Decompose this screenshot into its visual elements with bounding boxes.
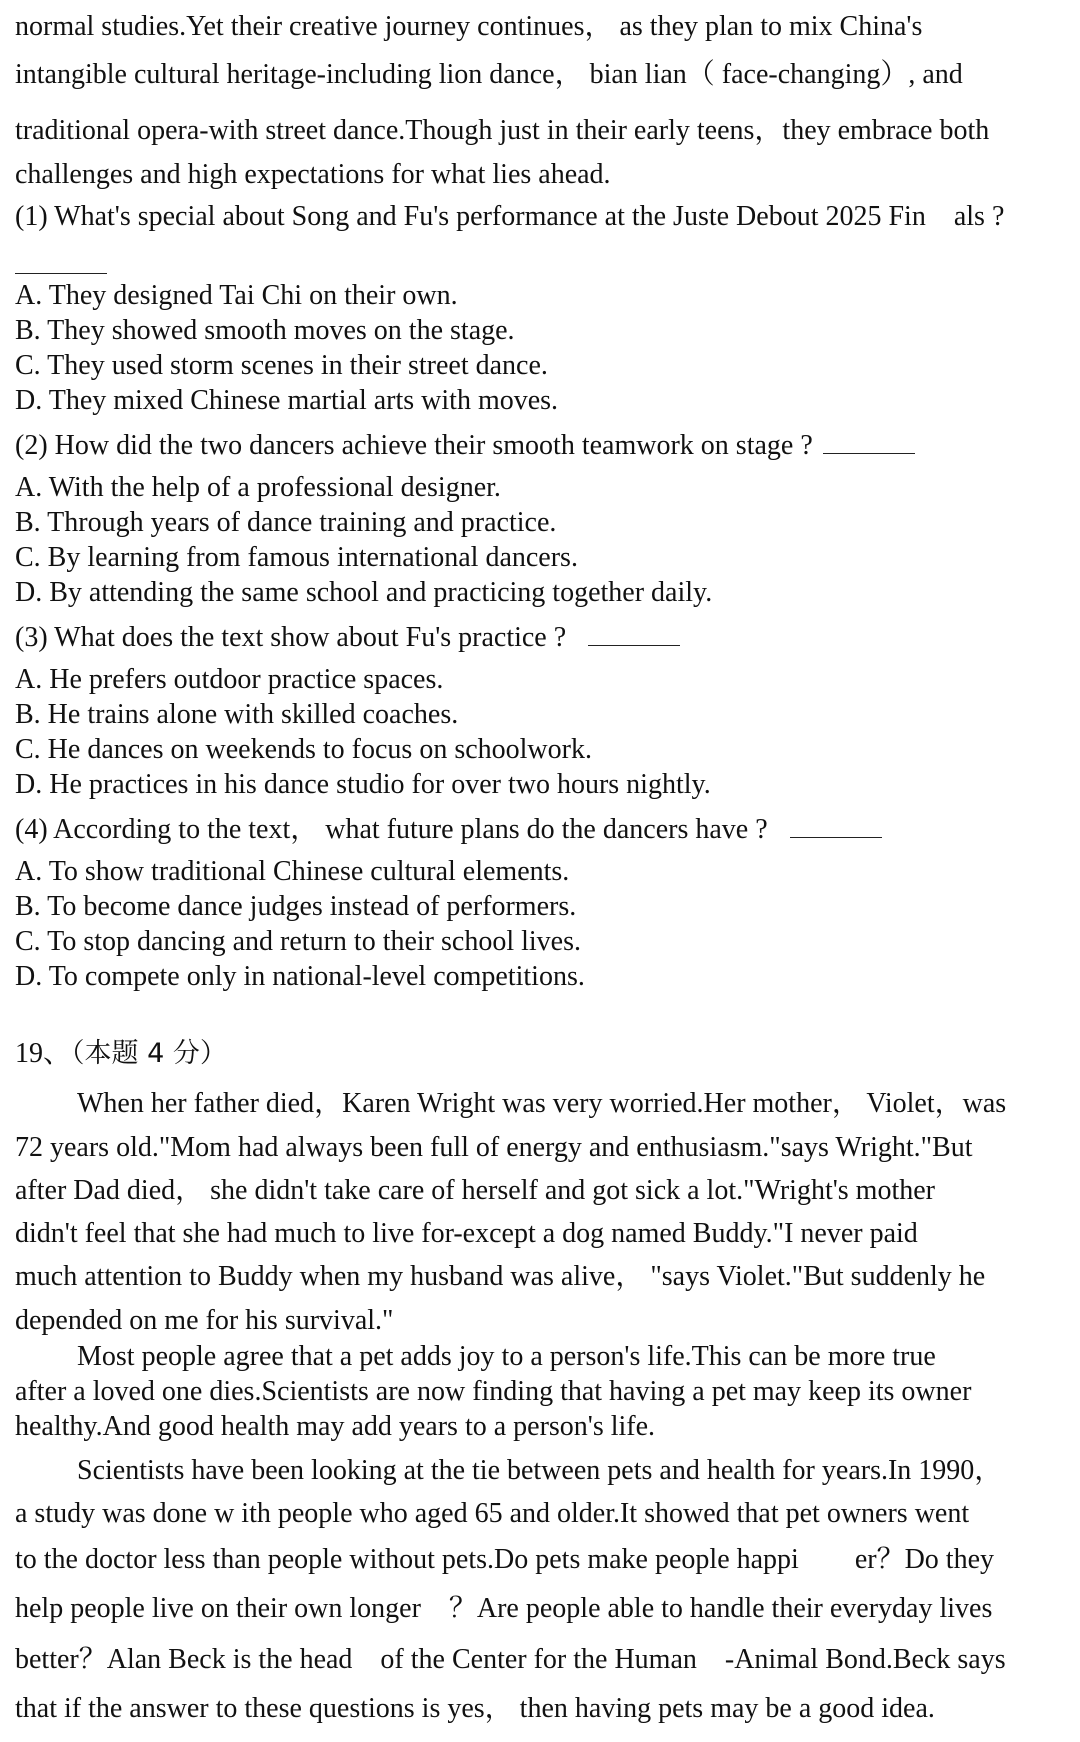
- option-a: A. They designed Tai Chi on their own.: [15, 280, 458, 311]
- text-line: a study was done w ith people who aged 65 and older.It showed that pet owners went: [15, 1498, 970, 1529]
- option-d: D. To compete only in national-level competitions.: [15, 961, 585, 992]
- text-line: 72 years old."Mom had always been full of energy and enthusiasm."says Wright."But: [15, 1132, 973, 1163]
- text-line: challenges and high expectations for what lies ahead.: [15, 159, 611, 190]
- answer-blank[interactable]: [588, 619, 680, 646]
- answer-blank[interactable]: [790, 811, 882, 838]
- text-line: Scientists have been looking at the tie between pets and health for years.In 1990，: [77, 1455, 1003, 1486]
- option-d: D. He practices in his dance studio for over two hours nightly.: [15, 769, 711, 800]
- option-b: B. They showed smooth moves on the stage.: [15, 315, 515, 346]
- text-line: traditional opera-with street dance.Though just in their early teens，they embrace both: [15, 115, 990, 146]
- text-line: that if the answer to these questions is yes， then having pets may be a good idea.: [15, 1693, 935, 1724]
- text-line: When her father died，Karen Wright was very worried.Her mother， Violet，was: [77, 1088, 1007, 1119]
- text-line: after a loved one dies.Scientists are now finding that having a pet may keep its owner: [15, 1376, 972, 1407]
- option-c: C. By learning from famous international dancers.: [15, 542, 578, 573]
- answer-blank[interactable]: [823, 427, 915, 454]
- text-line: intangible cultural heritage-including lion dance， bian lian（ face-changing）, and: [15, 59, 963, 90]
- text-line: better？Alan Beck is the head of the Center for the Human -Animal Bond.Beck says: [15, 1644, 1006, 1675]
- section-number: 19、: [15, 1038, 72, 1069]
- text-line: normal studies.Yet their creative journey continues， as they plan to mix China's: [15, 11, 923, 42]
- text-line: Most people agree that a pet adds joy to a person's life.This can be more true: [77, 1341, 936, 1372]
- section-points: （本题 4 分）: [71, 1038, 227, 1069]
- question-stem: (1) What's special about Song and Fu's performance at the Juste Debout 2025 Fin als ?: [15, 201, 1005, 232]
- option-d: D. By attending the same school and practicing together daily.: [15, 577, 713, 608]
- section-heading: [15, 1037, 227, 1071]
- option-c: C. To stop dancing and return to their school lives.: [15, 926, 581, 957]
- text-line: healthy.And good health may add years to a person's life.: [15, 1411, 656, 1442]
- option-a: A. With the help of a professional designer.: [15, 472, 501, 503]
- option-b: B. Through years of dance training and practice.: [15, 507, 557, 538]
- text-line: after Dad died， she didn't take care of herself and got sick a lot."Wright's mother: [15, 1175, 935, 1206]
- option-c: C. They used storm scenes in their street dance.: [15, 350, 548, 381]
- option-b: B. He trains alone with skilled coaches.: [15, 699, 459, 730]
- option-d: D. They mixed Chinese martial arts with moves.: [15, 385, 559, 416]
- question-stem: (3) What does the text show about Fu's practice ?: [15, 619, 680, 655]
- option-a: A. To show traditional Chinese cultural elements.: [15, 856, 570, 887]
- text-line: didn't feel that she had much to live for-except a dog named Buddy."I never paid: [15, 1218, 918, 1249]
- text-line: much attention to Buddy when my husband was alive， "says Violet."But suddenly he: [15, 1261, 986, 1292]
- text-line: depended on me for his survival.": [15, 1305, 394, 1336]
- option-c: C. He dances on weekends to focus on schoolwork.: [15, 734, 592, 765]
- question-stem: (4) According to the text， what future plans do the dancers have ?: [15, 811, 882, 847]
- text-line: to the doctor less than people without pets.Do pets make people happi er？Do they: [15, 1544, 995, 1575]
- question-stem: (2) How did the two dancers achieve their smooth teamwork on stage ?: [15, 427, 915, 463]
- text-line: help people live on their own longer ？Are people able to handle their everyday lives: [15, 1593, 993, 1624]
- option-b: B. To become dance judges instead of performers.: [15, 891, 577, 922]
- option-a: A. He prefers outdoor practice spaces.: [15, 664, 444, 695]
- answer-blank[interactable]: [15, 273, 107, 274]
